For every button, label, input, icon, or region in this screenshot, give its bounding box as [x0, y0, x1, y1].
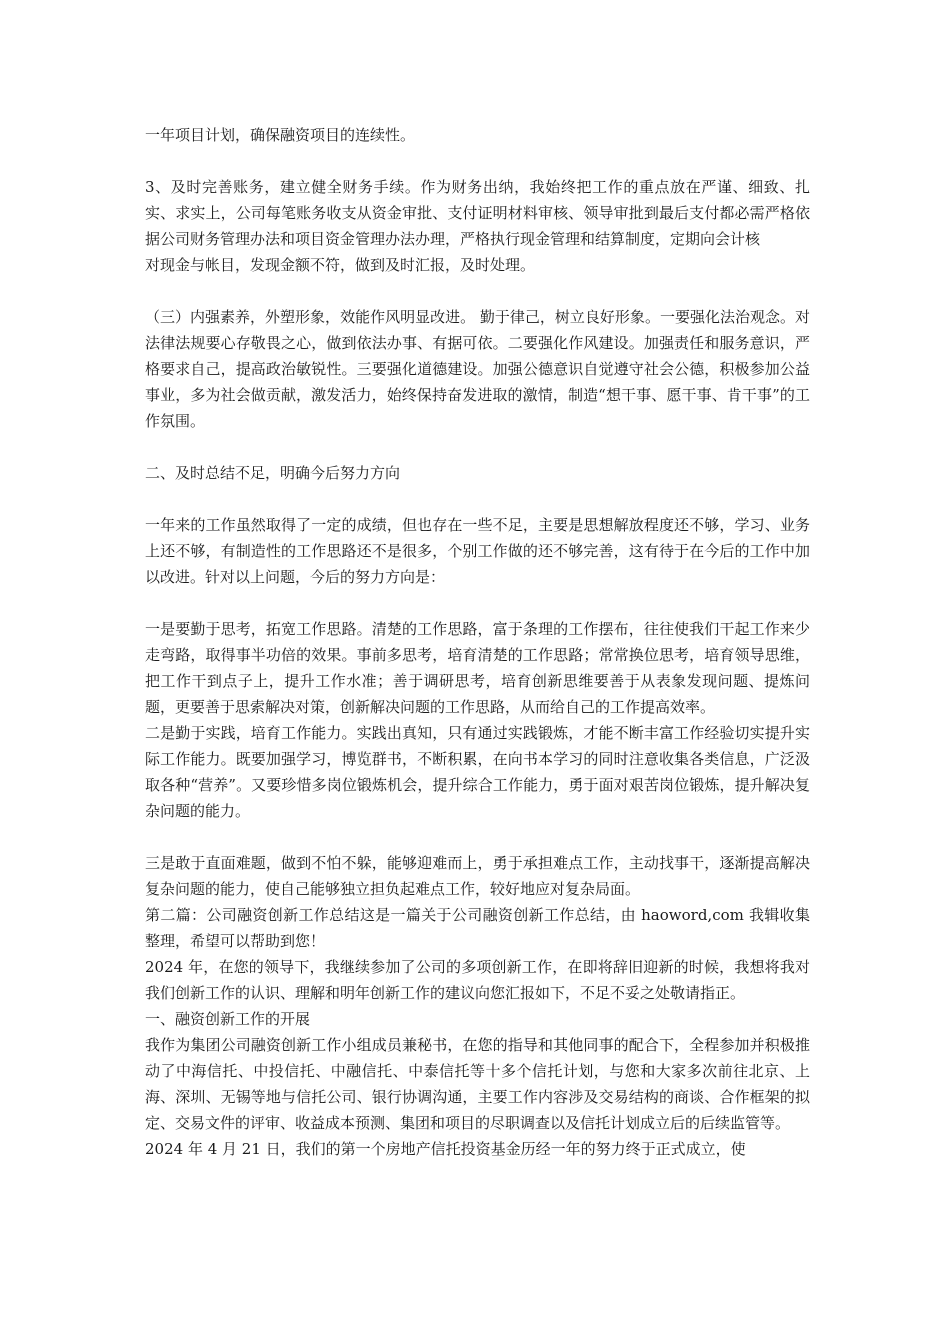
paragraph: 二是勤于实践，培育工作能力。实践出真知，只有通过实践锻炼，才能不断丰富工作经验切实提升实际工作能力。既要加强学习，博览群书，不断积累，在向书本学习的同时注意收集各类信息，广泛汲取各种“营养”。又要珍惜多岗位锻炼机会，提升综合工作能力，勇于面对艰苦岗位锻炼，提升解决复杂问题的能力。 — [145, 724, 810, 820]
paragraph-gap — [145, 278, 810, 304]
paragraph: 三是敢于直面难题，做到不怕不躲，能够迎难而上，勇于承担难点工作，主动找事干，逐渐提高解决复杂问题的能力，使自己能够独立担负起难点工作，较好地应对复杂局面。 — [145, 854, 810, 898]
paragraph-gap — [145, 148, 810, 174]
paragraph: 2024 年，在您的领导下，我继续参加了公司的多项创新工作，在即将辞旧迎新的时候，我想将我对我们创新工作的认识、理解和明年创新工作的建议向您汇报如下，不足不妥之处敬请指正。 — [145, 958, 810, 1002]
document-body — [145, 122, 810, 1162]
paragraph: 一年来的工作虽然取得了一定的成绩，但也存在一些不足，主要是思想解放程度还不够，学习、业务上还不够，有制造性的工作思路还不是很多，个别工作做的还不够完善，这有待于在今后的工作中加以改进。针对以上问题，今后的努力方向是： — [145, 516, 810, 586]
section-heading: 二、及时总结不足，明确今后努力方向 — [145, 464, 401, 482]
section-heading: 一、融资创新工作的开展 — [145, 1010, 311, 1028]
paragraph: （三）内强素养，外塑形象，效能作风明显改进。 勤于律己，树立良好形象。一要强化法治观念。对法律法规要心存敬畏之心，做到依法办事、有据可依。二要强化作风建设。加强责任和服务意识，严格要求自己，提高政治敏锐性。三要强化道德建设。加强公德意识自觉遵守社会公德，积极参加公益事业，多为社会做贡献，激发活力，始终保持奋发进取的激情，制造“想干事、愿干事、肯干事”的工作氛围。 — [145, 308, 810, 430]
paragraph: 2024 年 4 月 21 日，我们的第一个房地产信托投资基金历经一年的努力终于正式成立，使 — [145, 1140, 746, 1158]
paragraph: 3、及时完善账务，建立健全财务手续。作为财务出纳，我始终把工作的重点放在严谨、细致、扎实、求实上，公司每笔账务收支从资金审批、支付证明材料审核、领导审批到最后支付都必需严格依据公司财务管理办法和项目资金管理办法办理，严格执行现金管理和结算制度，定期向会计核 — [145, 178, 810, 248]
paragraph: 我作为集团公司融资创新工作小组成员兼秘书，在您的指导和其他同事的配合下，全程参加并积极推动了中海信托、中投信托、中融信托、中泰信托等十多个信托计划，与您和大家多次前往北京、上海、深圳、无锡等地与信托公司、银行协调沟通，主要工作内容涉及交易结构的商谈、合作框架的拟定、交易文件的评审、收益成本预测、集团和项目的尽职调查以及信托计划成立后的后续监管等。 — [145, 1036, 810, 1132]
paragraph: 对现金与帐目，发现金额不符，做到及时汇报，及时处理。 — [145, 256, 536, 274]
paragraph-gap — [145, 434, 810, 460]
paragraph-gap — [145, 486, 810, 512]
paragraph-gap — [145, 824, 810, 850]
paragraph: 第二篇：公司融资创新工作总结这是一篇关于公司融资创新工作总结，由 haoword,com 我辑收集整理，希望可以帮助到您！ — [145, 906, 810, 950]
paragraph-gap — [145, 590, 810, 616]
paragraph: 一年项目计划，确保融资项目的连续性。 — [145, 126, 416, 144]
paragraph: 一是要勤于思考，拓宽工作思路。清楚的工作思路，富于条理的工作摆布，往往使我们干起工作来少走弯路，取得事半功倍的效果。事前多思考，培育清楚的工作思路；常常换位思考，培育领导思维，把工作干到点子上，提升工作水准；善于调研思考，培育创新思维要善于从表象发现问题、提炼问题，更要善于思索解决对策，创新解决问题的工作思路，从而给自己的工作提高效率。 — [145, 620, 810, 716]
